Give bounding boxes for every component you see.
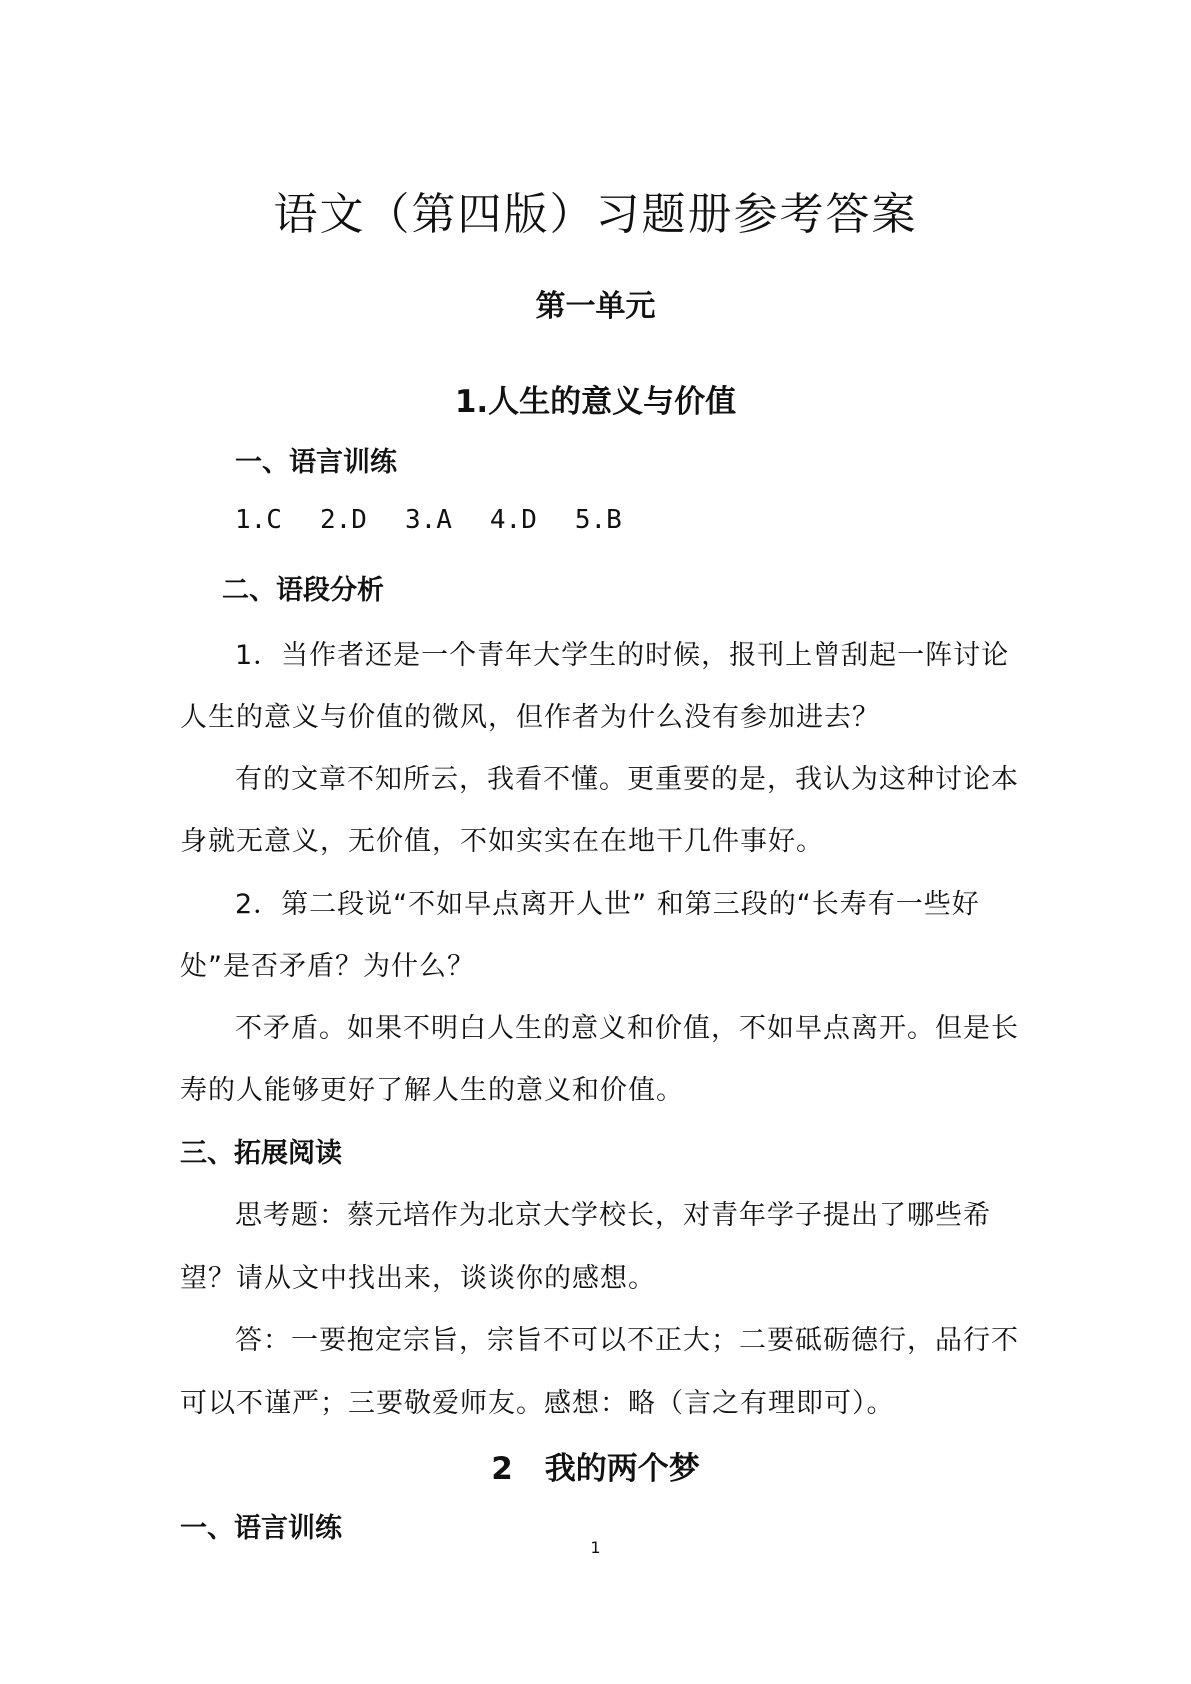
lesson-1-section-2-heading: 二、语段分析 [222,575,384,606]
lesson-1-section-1-heading: 一、语言训练 [235,447,397,478]
answer-item: 5.B [574,505,622,535]
answer-1-line-1: 有的文章不知所云，我看不懂。更重要的是，我认为这种讨论本 [235,764,1019,795]
answer-1-line-2: 身就无意义，无价值，不如实实在在地干几件事好。 [180,826,824,857]
answer-item: 3.A [404,505,452,535]
reading-answer-line-2: 可以不谨严；三要敬爱师友。感想：略（言之有理即可）。 [180,1388,895,1419]
lesson-2-number: 2 [491,1451,513,1487]
answer-item: 4.D [489,505,537,535]
lesson-1-section-3-heading: 三、拓展阅读 [180,1138,342,1169]
answer-2-line-1: 不矛盾。如果不明白人生的意义和价值，不如早点离开。但是长 [235,1013,1019,1044]
lesson-2-section-1-heading: 一、语言训练 [180,1513,342,1544]
reading-question-line-1: 思考题：蔡元培作为北京大学校长，对青年学子提出了哪些希 [235,1200,991,1231]
page-number: 1 [590,1538,601,1557]
reading-answer-line-1: 答：一要抱定宗旨，宗旨不可以不正大；二要砥砺德行，品行不 [235,1325,1019,1356]
question-2-line-1: 2．第二段说“不如早点离开人世” 和第三段的“长寿有一些好 [235,889,980,920]
lesson-1-title: 1.人生的意义与价值 [454,384,737,420]
lesson-1-answer-list [235,505,622,535]
question-1-line-2: 人生的意义与价值的微风，但作者为什么没有参加进去？ [180,702,880,733]
answer-item: 1.C [235,505,282,535]
lesson-2-title [0,1443,1191,1488]
reading-question-line-2: 望？请从文中找出来，谈谈你的感想。 [180,1263,656,1294]
answer-item: 2.D [319,505,367,535]
unit-title: 第一单元 [535,289,656,324]
question-1-line-1: 1．当作者还是一个青年大学生的时候，报刊上曾刮起一阵讨论 [235,640,1010,671]
document-title: 语文（第四版）习题册参考答案 [273,189,918,240]
lesson-2-title-text: 我的两个梦 [544,1451,700,1487]
question-2-line-2: 处”是否矛盾？为什么？ [180,951,475,982]
answer-2-line-2: 寿的人能够更好了解人生的意义和价值。 [180,1075,684,1106]
